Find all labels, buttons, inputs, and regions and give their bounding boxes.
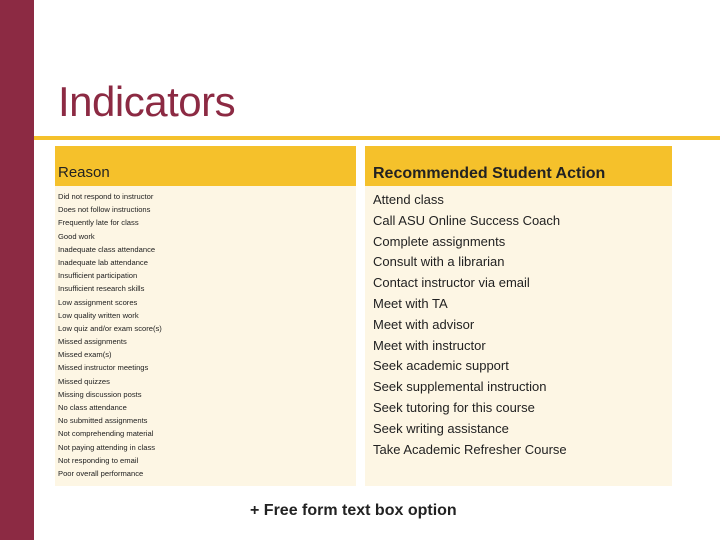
sidebar-accent-bar bbox=[0, 0, 34, 540]
title-divider bbox=[34, 136, 720, 140]
action-item: Attend class bbox=[373, 192, 444, 207]
reason-item: Missed assignments bbox=[58, 337, 127, 347]
reason-item: Low quality written work bbox=[58, 310, 139, 320]
reason-item: Poor overall performance bbox=[58, 468, 144, 478]
reason-item: Did not respond to instructor bbox=[58, 192, 154, 201]
action-item: Seek academic support bbox=[373, 358, 509, 374]
action-item: Contact instructor via email bbox=[373, 275, 530, 291]
page-title: Indicators bbox=[58, 78, 236, 125]
reason-item: Low quiz and/or exam score(s) bbox=[58, 323, 162, 333]
reason-list bbox=[58, 190, 162, 480]
action-item: Take Academic Refresher Course bbox=[373, 441, 567, 457]
reason-item: Insufficient research skills bbox=[58, 284, 145, 294]
reason-item: Missed quizzes bbox=[58, 376, 110, 386]
reason-item: Good work bbox=[58, 231, 95, 241]
reason-item: Insufficient participation bbox=[58, 271, 138, 281]
action-item: Call ASU Online Success Coach bbox=[373, 212, 561, 228]
action-item: Meet with instructor bbox=[373, 337, 486, 353]
reason-item: Inadequate lab attendance bbox=[58, 257, 148, 267]
reason-item: Not comprehending material bbox=[58, 429, 154, 439]
action-item: Meet with advisor bbox=[373, 316, 475, 332]
action-item: Seek tutoring for this course bbox=[373, 399, 535, 415]
reason-item: Frequently late for class bbox=[58, 218, 139, 228]
action-list bbox=[373, 190, 567, 460]
reason-item: Inadequate class attendance bbox=[58, 244, 156, 254]
reason-item: Missed exam(s) bbox=[58, 350, 112, 360]
reason-item: Not responding to email bbox=[58, 455, 139, 465]
reason-item: Low assignment scores bbox=[58, 297, 138, 307]
action-item: Complete assignments bbox=[373, 233, 506, 249]
reason-item: Not paying attending in class bbox=[58, 442, 156, 452]
reason-item: Missed instructor meetings bbox=[58, 363, 149, 373]
reason-item: Does not follow instructions bbox=[58, 205, 151, 215]
reason-header: Reason bbox=[58, 164, 110, 181]
reason-item: Missing discussion posts bbox=[58, 389, 142, 399]
free-form-note: + Free form text box option bbox=[250, 502, 457, 519]
action-item: Consult with a librarian bbox=[373, 254, 505, 270]
reason-item: No class attendance bbox=[58, 403, 127, 412]
action-item: Meet with TA bbox=[373, 295, 448, 311]
action-item: Seek supplemental instruction bbox=[373, 379, 547, 395]
action-header: Recommended Student Action bbox=[373, 165, 606, 182]
reason-item: No submitted assignments bbox=[58, 416, 148, 426]
action-item: Seek writing assistance bbox=[373, 420, 509, 436]
